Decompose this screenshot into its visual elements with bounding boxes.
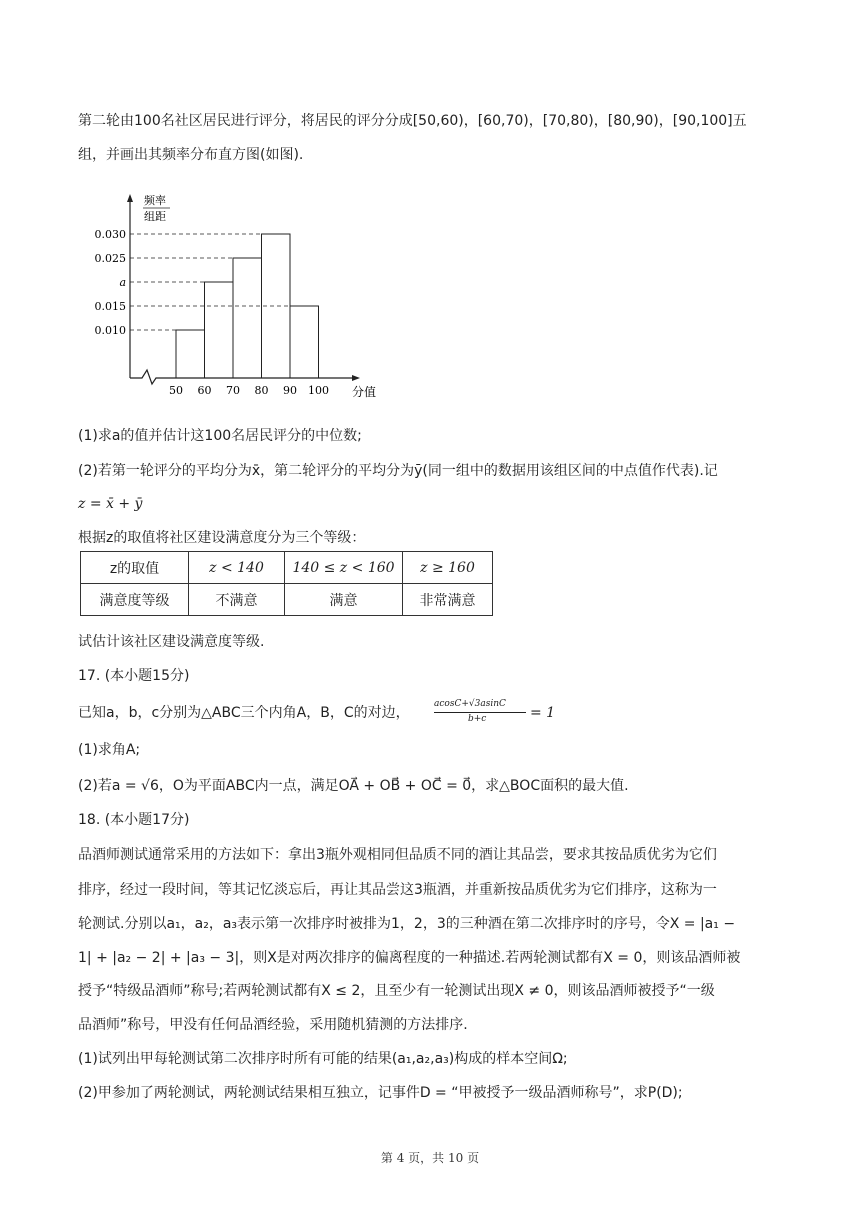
q18-line-1: 品酒师测试通常采用的方法如下：拿出3瓶外观相同但品质不同的酒让其品尝，要求其按品质优劣为它们	[78, 847, 717, 863]
x-tick-label: 90	[283, 384, 297, 397]
q17-part2: (2)若a = √6，O为平面ABC内一点，满足OA⃗ + OB⃗ + OC⃗ = 0⃗，求△BOC面积的最大值.	[78, 778, 629, 794]
table-cell: 非常满意	[403, 584, 493, 616]
x-axis-arrow	[352, 375, 360, 381]
q16-levels-intro: 根据z的取值将社区建设满意度分为三个等级：	[78, 530, 366, 546]
q18-line-2: 排序，经过一段时间，等其记忆淡忘后，再让其品尝这3瓶酒，并重新按品质优劣为它们排序，这称为一	[78, 882, 717, 898]
q18-title: 18. (本小题17分)	[78, 812, 190, 828]
q17-frac-equals: = 1	[530, 705, 556, 721]
table-cell: 满意	[285, 584, 403, 616]
table-cell: 140 ≤ z < 160	[285, 552, 403, 584]
x-tick-label: 50	[169, 384, 183, 397]
q17-part1: (1)求角A;	[78, 742, 141, 758]
table-cell: 满意度等级	[81, 584, 189, 616]
q16-part4: 试估计该社区建设满意度等级.	[78, 634, 265, 650]
page-footer: 第 4 页，共 10 页	[380, 1151, 480, 1165]
table-cell: z < 140	[189, 552, 285, 584]
y-tick-label: 0.010	[94, 324, 126, 337]
q17-stem	[78, 703, 410, 723]
x-tick-label: 100	[308, 384, 329, 397]
table-cell: 不满意	[189, 584, 285, 616]
q18-part2: (2)甲参加了两轮测试，两轮测试结果相互独立，记事件D = “甲被授予一级品酒师称号”，求P(D);	[78, 1085, 683, 1101]
q17-frac-denominator: b+c	[468, 714, 487, 724]
x-axis	[130, 370, 353, 384]
q18-line-3: 轮测试.分别以a₁，a₂，a₃表示第一次排序时被排为1，2，3的三种酒在第二次排序时的序号，令X = |a₁ −	[78, 916, 736, 932]
intro-line-1: 第二轮由100名社区居民进行评分，将居民的评分分成[50,60)，[60,70)，[70,80)，[80,90)，[90,100]五	[78, 113, 747, 129]
y-axis-label-bottom: 组距	[144, 210, 166, 223]
table-cell: z的取值	[81, 552, 189, 584]
q18-line-5: 授予“特级品酒师”称号;若两轮测试都有X ≤ 2，且至少有一轮测试出现X ≠ 0，则该品酒师被授予“一级	[78, 983, 715, 999]
q16-z-def: z = x̄ + ȳ	[78, 496, 143, 512]
q16-part2: (2)若第一轮评分的平均分为x̄，第二轮评分的平均分为ȳ(同一组中的数据用该组区间的中点值作代表).记	[78, 463, 718, 479]
histogram-bar	[205, 282, 234, 378]
q18-part1: (1)试列出甲每轮测试第二次排序时所有可能的结果(a₁,a₂,a₃)构成的样本空间Ω;	[78, 1051, 568, 1067]
histogram-bar	[233, 258, 262, 378]
x-tick-label: 80	[254, 384, 269, 397]
table-cell: z ≥ 160	[403, 552, 493, 584]
q18-line-6: 品酒师”称号，甲没有任何品酒经验，采用随机猜测的方法排序.	[78, 1017, 468, 1033]
q17-title: 17. (本小题15分)	[78, 668, 190, 684]
y-tick-label: 0.025	[94, 252, 126, 265]
y-axis-label-top: 频率	[144, 194, 166, 207]
y-axis-arrow	[127, 194, 133, 202]
q17-frac-numerator: acosC+√3asinC	[434, 699, 506, 709]
histogram-bar	[290, 306, 319, 378]
x-tick-label: 60	[197, 384, 212, 397]
y-tick-label: 0.030	[94, 228, 126, 241]
q18-line-4: 1| + |a₂ − 2| + |a₃ − 3|，则X是对两次排序的偏离程度的一种描述.若两轮测试都有X = 0，则该品酒师被	[78, 950, 741, 966]
table-row	[81, 584, 493, 616]
table-row	[81, 552, 493, 584]
satisfaction-table	[80, 551, 493, 616]
y-tick-label: a	[119, 276, 126, 289]
x-axis-label: 分值	[352, 385, 377, 399]
histogram	[90, 188, 390, 403]
q17-frac-bar	[434, 712, 526, 713]
q16-part1: (1)求a的值并估计这100名居民评分的中位数;	[78, 428, 362, 444]
intro-line-2: 组，并画出其频率分布直方图(如图).	[78, 147, 304, 163]
y-tick-label: 0.015	[94, 300, 126, 313]
x-tick-label: 70	[226, 384, 240, 397]
histogram-bar	[176, 330, 205, 378]
q17-stem-text: 已知a，b，c分别为△ABC三个内角A，B，C的对边，	[78, 705, 410, 721]
histogram-svg	[90, 188, 390, 403]
